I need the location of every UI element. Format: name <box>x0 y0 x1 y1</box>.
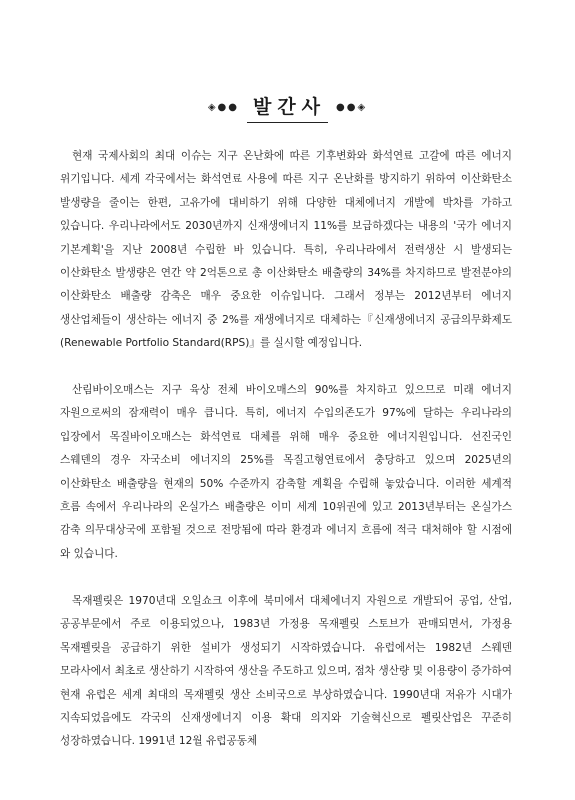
paragraph-1: 현재 국제사회의 최대 이슈는 지구 온난화에 따른 기후변화와 화석연료 고갈에 따른 에너지 위기입니다. 세계 각국에서는 화석연료 사용에 따른 지구 온난화를 방지하기 위하여 이산화탄소 발생량을 줄이는 한편, 고유가에 대비하기 위해 다양한 대체에너지 개발에 박차를 가하고 있습니다. 우리나라에서도 2030년까지 신재생에너지 11%를 보급하겠다는 내용의 '국가 에너지 기본계획'을 지난 2008년 수립한 바 있습니다. 특히, 우리나라에서 전력생산 시 발생되는 이산화탄소 발생량은 연간 약 2억톤으로 총 이산화탄소 배출량의 34%를 차지하므로 발전분야의 이산화탄소 배출량 감축은 매우 중요한 이슈입니다. 그래서 정부는 2012년부터 에너지 생산업체들이 생산하는 에너지 중 2%를 재생에너지로 대체하는『신재생에너지 공급의무화제도(Renewable Portfolio Standard(RPS)』를 실시할 예정입니다. <box>60 150 512 350</box>
paragraph-3: 목재펠릿은 1970년대 오일쇼크 이후에 북미에서 대체에너지 자원으로 개발되어 공업, 산업, 공공부문에서 주로 이용되었으나, 1983년 가정용 목재펠릿 스토브가 판매되면서, 가정용 목재펠릿을 공급하기 위한 설비가 생성되기 시작하였습니다. 유럽에서는 1982년 스웨덴 모라사에서 최초로 생산하기 시작하여 생산을 주도하고 있으며, 점차 생산량 및 이용량이 증가하여 현재 유럽은 세계 최대의 목재펠릿 생산 소비국으로 부상하였습니다. 1990년대 저유가 시대가 지속되었음에도 각국의 신재생에너지 이용 확대 의지와 기술혁신으로 펠릿산업은 꾸준히 성장하였습니다. 1991년 12월 유럽공동체 <box>60 595 512 748</box>
paragraph-2: 산림바이오매스는 지구 육상 전체 바이오매스의 90%를 차지하고 있으므로 미래 에너지 자원으로써의 잠재력이 매우 큽니다. 특히, 에너지 수입의존도가 97%에 달하는 우리나라의 입장에서 목질바이오매스는 화석연료 대체를 위해 매우 중요한 에너지원입니다. 선진국인 스웨덴의 경우 자국소비 에너지의 25%를 목질고형연료에서 충당하고 있으며 2025년의 이산화탄소 배출량을 현재의 50% 수준까지 감축할 계획을 수립해 놓았습니다. 이러한 세계적 흐름 속에서 우리나라의 온실가스 배출량은 이미 세계 10위권에 있고 2013년부터는 온실가스 감축 의무대상국에 포함될 것으로 전망됨에 따라 환경과 에너지 흐름에 적극 대처해야 할 시점에 와 있습니다. <box>60 384 512 560</box>
ornament-right-icon: ●●◈ <box>336 101 368 113</box>
page-title: 발간사 <box>247 92 328 123</box>
ornament-left-icon: ◈●● <box>207 101 239 113</box>
title-row <box>0 92 575 122</box>
